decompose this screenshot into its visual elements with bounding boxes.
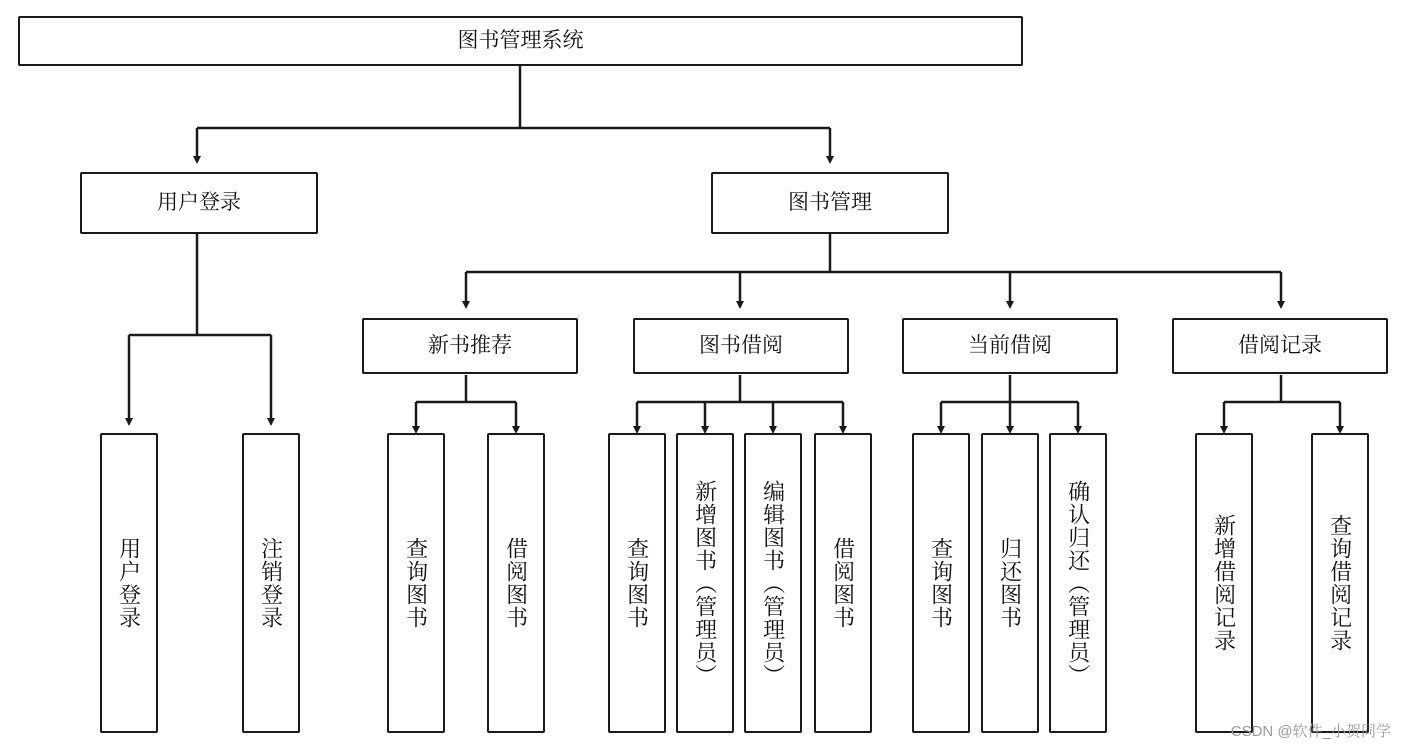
- watermark-text: CSDN @软件_小贺同学: [1230, 723, 1391, 740]
- node-new-book-recommend[interactable]: [362, 318, 578, 374]
- leaf-borrow-borrow-book[interactable]: 借阅图书: [814, 433, 872, 733]
- node-book-borrow-label: 图书借阅: [699, 333, 783, 357]
- leaf-new-book-query[interactable]: 查询图书: [387, 433, 445, 733]
- leaf-records-add-record[interactable]: 新增借阅记录: [1195, 433, 1253, 733]
- leaf-records-query-record[interactable]: 查询借阅记录: [1311, 433, 1369, 733]
- node-book-management-label: 图书管理: [788, 190, 872, 214]
- node-book-management[interactable]: [711, 172, 949, 234]
- leaf-current-return-book[interactable]: 归还图书: [981, 433, 1039, 733]
- node-book-borrow[interactable]: [633, 318, 849, 374]
- node-current-borrow[interactable]: [902, 318, 1118, 374]
- leaf-current-confirm-return[interactable]: 确认归还（管理员）: [1049, 433, 1107, 733]
- leaf-borrow-edit-book[interactable]: 编辑图书（管理员）: [744, 433, 802, 733]
- leaf-new-book-borrow[interactable]: 借阅图书: [487, 433, 545, 733]
- node-root[interactable]: [18, 16, 1023, 66]
- node-current-borrow-label: 当前借阅: [968, 333, 1052, 357]
- leaf-borrow-add-book[interactable]: 新增图书（管理员）: [676, 433, 734, 733]
- node-user-login-label: 用户登录: [157, 190, 241, 214]
- node-borrow-records[interactable]: [1172, 318, 1388, 374]
- leaf-borrow-query-book[interactable]: 查询图书: [608, 433, 666, 733]
- node-borrow-records-label: 借阅记录: [1238, 333, 1322, 357]
- leaf-user-login-login[interactable]: 用户登录: [100, 433, 158, 733]
- node-new-book-recommend-label: 新书推荐: [428, 333, 512, 357]
- leaf-current-query-book[interactable]: 查询图书: [912, 433, 970, 733]
- node-user-login[interactable]: [80, 172, 318, 234]
- leaf-user-login-logout[interactable]: 注销登录: [242, 433, 300, 733]
- node-root-label: 图书管理系统: [457, 28, 584, 52]
